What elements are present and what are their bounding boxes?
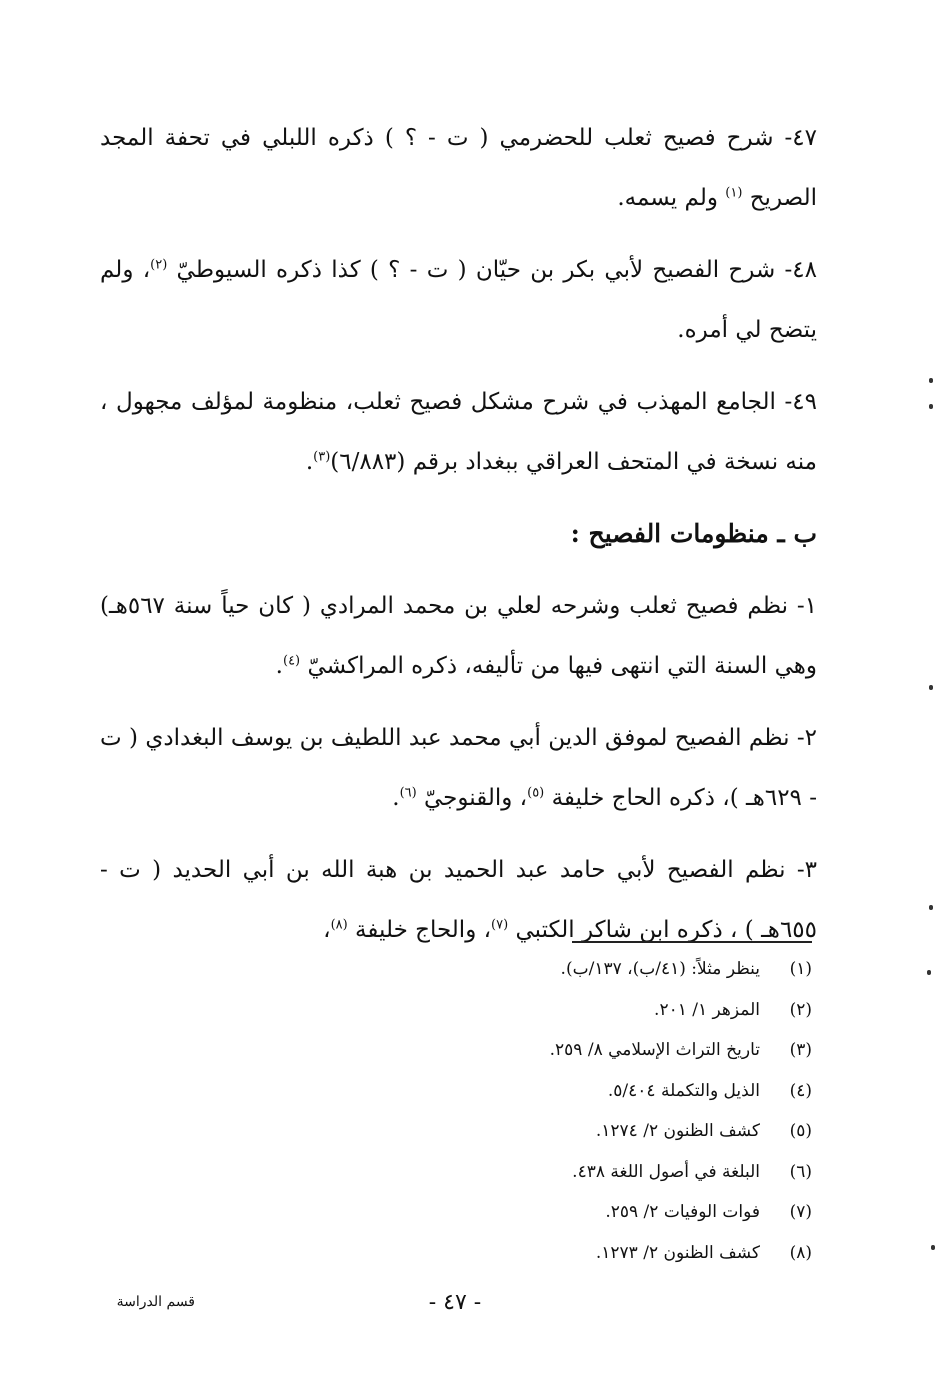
scan-speck xyxy=(929,685,933,690)
section-item-2: ٢- نظم الفصيح لموفق الدين أبي محمد عبد اللطيف بن يوسف البغدادي ( ت - ٦٢٩هـ )، ذكره الحاج خليفة $^{(٥)}$، والقنوجيّ $^{(٦)}$. xyxy=(100,725,817,811)
scan-speck xyxy=(927,970,931,975)
footnote-ref-7[interactable]: (٧) xyxy=(491,917,509,933)
running-section-name: قسم الدراسة xyxy=(116,1294,195,1310)
footnote-text: كشف الظنون ٢/ ١٢٧٣. xyxy=(595,1242,760,1263)
footnote-number: (٥) xyxy=(789,1121,812,1141)
footnote-ref-1[interactable]: (١) xyxy=(725,185,743,201)
footnote-7 xyxy=(300,1196,812,1237)
footnote-3 xyxy=(300,1034,812,1075)
footnote-number: (٢) xyxy=(789,999,812,1020)
footnote-ref-6[interactable]: (٦) xyxy=(399,785,417,801)
scan-speck xyxy=(929,378,933,383)
footnotes xyxy=(300,953,812,1277)
footnote-ref-3[interactable]: (٣) xyxy=(313,449,331,465)
footnote-ref-5[interactable]: (٥) xyxy=(527,785,545,801)
scan-speck xyxy=(929,404,933,409)
paragraph-48: ٤٨- شرح الفصيح لأبي بكر بن حيّان ( ت - ؟ ) كذا ذكره السيوطيّ $^{(٢)}$، ولم يتضح لي أمره. xyxy=(100,257,818,343)
footnote-ref-2[interactable]: (٢) xyxy=(150,257,168,273)
footnote-ref-8[interactable]: (٨) xyxy=(330,917,348,933)
scan-speck xyxy=(929,905,933,910)
main-text xyxy=(100,108,817,972)
footnote-8 xyxy=(300,1237,812,1278)
footnote-1 xyxy=(300,953,812,994)
footnote-separator xyxy=(572,941,812,943)
footnote-text: الذيل والتكملة ٥/٤٠٤. xyxy=(607,1080,760,1101)
footnote-number: (٧) xyxy=(789,1202,812,1222)
footnote-6 xyxy=(300,1156,812,1197)
paragraph-47: ٤٧- شرح فصيح ثعلب للحضرمي ( ت - ؟ ) ذكره اللبلي في تحفة المجد الصريح $^{(١)}$ ولم يسمه. xyxy=(100,125,817,211)
section-heading: ب ـ منظومات الفصيح : xyxy=(570,519,817,548)
footnote-text: تاريخ التراث الإسلامي ٨/ ٢٥٩. xyxy=(549,1040,760,1060)
footnote-number: (١) xyxy=(789,959,812,979)
page-number: - ٤٧ - xyxy=(428,1290,482,1315)
footnote-number: (٤) xyxy=(789,1080,812,1101)
footnote-text: البلغة في أصول اللغة ٤٣٨. xyxy=(572,1161,760,1182)
footnote-4 xyxy=(300,1075,812,1116)
paragraph-49: ٤٩- الجامع المهذب في شرح مشكل فصيح ثعلب، منظومة لمؤلف مجهول ، منه نسخة في المتحف العراقي ببغداد برقم (٦/٨٨٣)$^{(٣)}$. xyxy=(100,389,817,475)
footnote-5 xyxy=(300,1115,812,1156)
section-item-3: ٣- نظم الفصيح لأبي حامد عبد الحميد بن هبة الله بن أبي الحديد ( ت - ٦٥٥هـ ) ، ذكره ابن شاكر الكتبي $^{(٧)}$، والحاج خليفة $^{(٨)}$، xyxy=(100,857,817,943)
footnote-text: كشف الظنون ٢/ ١٢٧٤. xyxy=(595,1121,760,1141)
footnote-ref-4[interactable]: (٤) xyxy=(282,653,301,669)
section-item-1: ١- نظم فصيح ثعلب وشرحه لعلي بن محمد المرادي ( كان حياً سنة ٥٦٧هـ) وهي السنة التي انتهى فيها من تأليفه، ذكره المراكشيّ $^{(٤)}$. xyxy=(100,593,817,679)
footnote-number: (٨) xyxy=(789,1242,812,1263)
footnote-number: (٣) xyxy=(789,1040,812,1060)
footnote-number: (٦) xyxy=(789,1161,812,1182)
footnote-text: المزهر ١/ ٢٠١. xyxy=(654,999,760,1020)
footnote-text: فوات الوفيات ٢/ ٢٥٩. xyxy=(605,1202,760,1222)
scan-speck xyxy=(931,1245,935,1250)
footnote-text: ينظر مثلاً: (٤١/ب)، ١٣٧/ب). xyxy=(560,959,760,979)
footnote-2 xyxy=(300,994,812,1035)
page-footer xyxy=(0,1290,937,1320)
